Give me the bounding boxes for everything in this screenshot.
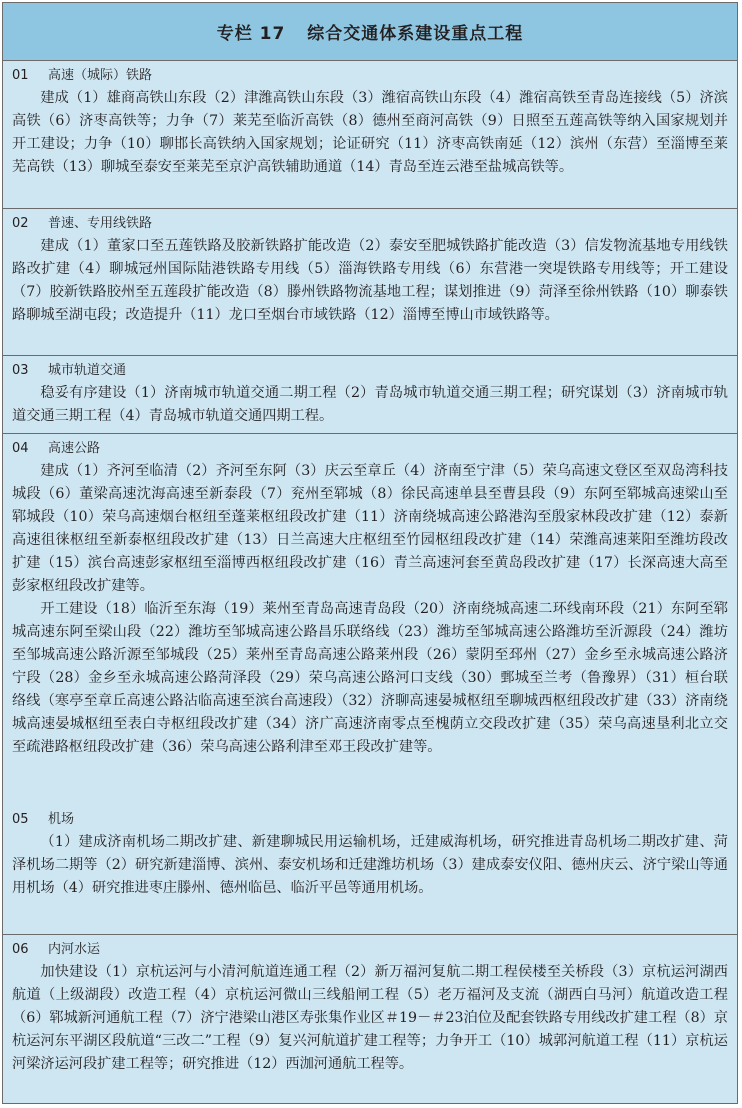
table-panel xyxy=(2,2,738,1104)
section-heading xyxy=(12,65,728,87)
section-paragraph: 建成（1）雄商高铁山东段（2）津潍高铁山东段（3）潍宿高铁山东段（4）潍宿高铁至青岛连接线（5）济滨高铁（6）济枣高铁等；力争（7）莱芜至临沂高铁（8）德州至商河高铁（9）日照至五莲高铁等纳入国家规划并开工建设；力争（10）聊邯长高铁纳入国家规划；论证研究（11）济枣高铁南延（12）滨州（东营）至淄博至莱芜高铁（13）聊城至泰安至莱芜至京沪高铁辅助通道（14）青岛至连云港至盐城高铁等。 xyxy=(12,90,728,175)
section-title: 高速（城际）铁路 xyxy=(48,68,153,83)
section-title: 城市轨道交通 xyxy=(48,363,127,378)
column-number: 专栏 17 xyxy=(216,24,286,44)
section-heading xyxy=(12,809,728,831)
section-paragraph: 开工建设（18）临沂至东海（19）莱州至青岛高速青岛段（20）济南绕城高速二环线南环段（21）东阿至郓城高速东阿至梁山段（22）潍坊至邹城高速公路昌乐联络线（23）潍坊至邹城高速公路潍坊至沂源段（24）潍坊至邹城高速公路沂源至邹城段（25）莱州至青岛高速公路莱州段（26）蒙阴至邳州（27）金乡至永城高速公路济宁段（28）金乡至永城高速公路菏泽段（29）荣乌高速公路河口支线（30）鄄城至兰考（鲁豫界）（31）桓台联络线（寒亭至章丘高速公路沾临高速至滨台高速段）（32）济聊高速晏城枢纽至聊城西枢纽段改扩建（33）济南绕城高速晏城枢纽至表白寺枢纽段改扩建（34）济广高速济南零点至槐荫立交段改扩建（35）荣乌高速垦利北立交至疏港路枢纽段改扩建（36）荣乌高速公路利津至邓王段改扩建等。 xyxy=(12,601,728,755)
section-heading xyxy=(12,213,728,235)
section-heading xyxy=(12,939,728,961)
section-high-speed-railway xyxy=(3,61,737,209)
section-title: 普速、专用线铁路 xyxy=(48,216,153,231)
section-number: 05 xyxy=(12,812,29,827)
section-conventional-railway xyxy=(3,209,737,356)
section-heading xyxy=(12,360,728,382)
section-urban-rail-transit xyxy=(3,356,737,434)
section-paragraph: 加快建设（1）京杭运河与小清河航道连通工程（2）新万福河复航二期工程侯楼至关桥段（3）京杭运河湖西航道（上级湖段）改造工程（4）京杭运河微山三线船闸工程（5）老万福河及支流（湖西白马河）航道改造工程（6）郓城新河通航工程（7）济宁港梁山港区寿张集作业区＃19－＃23泊位及配套铁路专用线改扩建工程（8）京杭运河东平湖区段航道“三改二”工程（9）复兴河航道扩建工程等；力争开工（10）城郭河航道工程（11）京杭运河梁济运河段扩建工程等；研究推进（12）西泇河通航工程等。 xyxy=(12,964,728,1072)
section-title: 内河水运 xyxy=(48,942,101,957)
section-paragraph: （1）建成济南机场二期改扩建、新建聊城民用运输机场，迁建威海机场，研究推进青岛机场二期改扩建、菏泽机场二期等（2）研究新建淄博、滨州、泰安机场和迁建潍坊机场（3）建成泰安仪阳、德州庆云、济宁梁山等通用机场（4）研究推进枣庄滕州、德州临邑、临沂平邑等通用机场。 xyxy=(12,834,728,896)
section-number: 03 xyxy=(12,363,29,378)
section-title: 机场 xyxy=(48,812,75,827)
section-number: 01 xyxy=(12,68,29,83)
section-expressway xyxy=(3,434,737,805)
section-number: 04 xyxy=(12,441,29,456)
section-heading xyxy=(12,438,728,460)
column-title: 综合交通体系建设重点工程 xyxy=(307,24,524,44)
section-paragraph: 建成（1）齐河至临清（2）齐河至东阿（3）庆云至章丘（4）济南至宁津（5）荣乌高速文登区至双岛湾科技城段（6）董梁高速沈海高速至新泰段（7）兖州至郓城（8）徐民高速单县至曹县段（9）东阿至郓城高速梁山至郓城段（10）荣乌高速烟台枢纽至蓬莱枢纽段改扩建（11）济南绕城高速公路港沟至殷家林段改扩建（12）泰新高速徂徕枢纽至新泰枢纽段改扩建（13）日兰高速大庄枢纽至竹园枢纽段改扩建（14）荣潍高速莱阳至潍坊段改扩建（15）滨台高速彭家枢纽至淄博西枢纽段改扩建（16）青兰高速河套至黄岛段改扩建（17）长深高速大高至彭家枢纽段改扩建等。 xyxy=(12,463,728,594)
section-airport xyxy=(3,805,737,935)
section-paragraph: 稳妥有序建设（1）济南城市轨道交通二期工程（2）青岛城市轨道交通三期工程；研究谋划（3）济南城市轨道交通三期工程（4）青岛城市轨道交通四期工程。 xyxy=(12,385,728,424)
section-title: 高速公路 xyxy=(48,441,101,456)
section-number: 06 xyxy=(12,942,29,957)
panel-title xyxy=(3,3,737,61)
section-inland-waterway xyxy=(3,935,737,1103)
section-paragraph: 建成（1）董家口至五莲铁路及胶新铁路扩能改造（2）泰安至肥城铁路扩能改造（3）信发物流基地专用线铁路改扩建（4）聊城冠州国际陆港铁路专用线（5）淄海铁路专用线（6）东营港一突堤铁路专用线等；开工建设（7）胶新铁路胶州至五莲段扩能改造（8）滕州铁路物流基地工程；谋划推进（9）菏泽至徐州铁路（10）聊泰铁路聊城至湖屯段；改造提升（11）龙口至烟台市域铁路（12）淄博至博山市域铁路等。 xyxy=(12,238,728,323)
section-number: 02 xyxy=(12,216,29,231)
